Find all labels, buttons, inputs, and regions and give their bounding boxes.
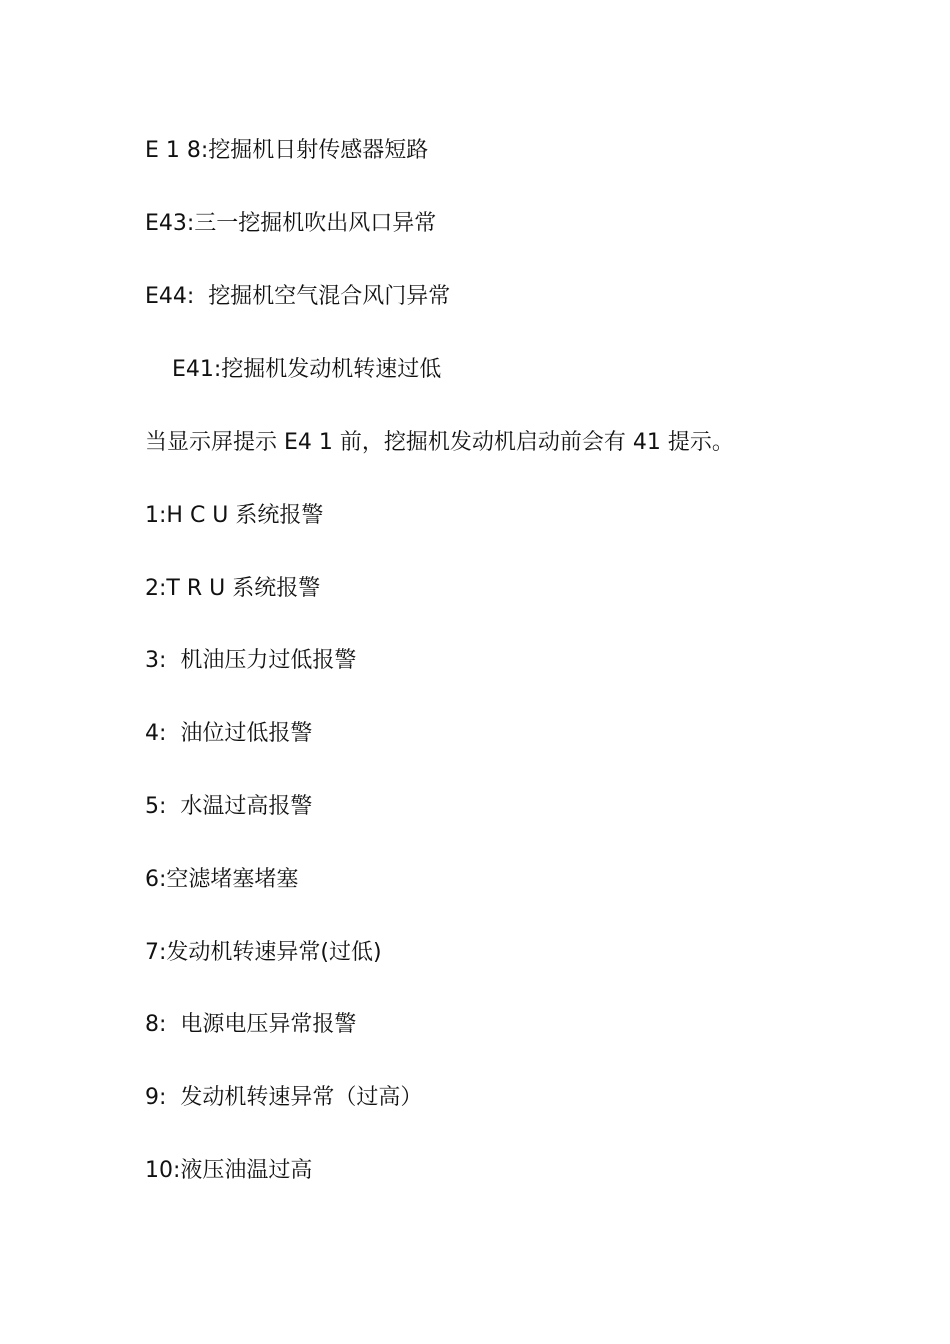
error-code-e44-line: E44: 挖掘机空气混合风门异常: [145, 284, 451, 309]
alarm-list-item-4: 4: 油位过低报警: [145, 721, 313, 746]
error-code-e18-line: E 1 8:挖掘机日射传感器短路: [145, 138, 429, 163]
alarm-list-item-3: 3: 机油压力过低报警: [145, 648, 357, 673]
alarm-list-item-6: 6:空滤堵塞堵塞: [145, 867, 299, 892]
e41-explanation-line: 当显示屏提示 E4 1 前，挖掘机发动机启动前会有 41 提示。: [145, 430, 734, 455]
error-code-e43-line: E43:三一挖掘机吹出风口异常: [145, 211, 437, 236]
alarm-list-item-9: 9: 发动机转速异常（过高）: [145, 1085, 423, 1110]
alarm-list-item-10: 10:液压油温过高: [145, 1158, 313, 1183]
alarm-list-item-5: 5: 水温过高报警: [145, 794, 313, 819]
alarm-list-item-1: 1:H C U 系统报警: [145, 503, 324, 528]
error-code-e41-line: E41:挖掘机发动机转速过低: [172, 357, 442, 382]
alarm-list-item-2: 2:T R U 系统报警: [145, 576, 321, 601]
alarm-list-item-7: 7:发动机转速异常(过低): [145, 940, 382, 965]
alarm-list-item-8: 8: 电源电压异常报警: [145, 1012, 357, 1037]
